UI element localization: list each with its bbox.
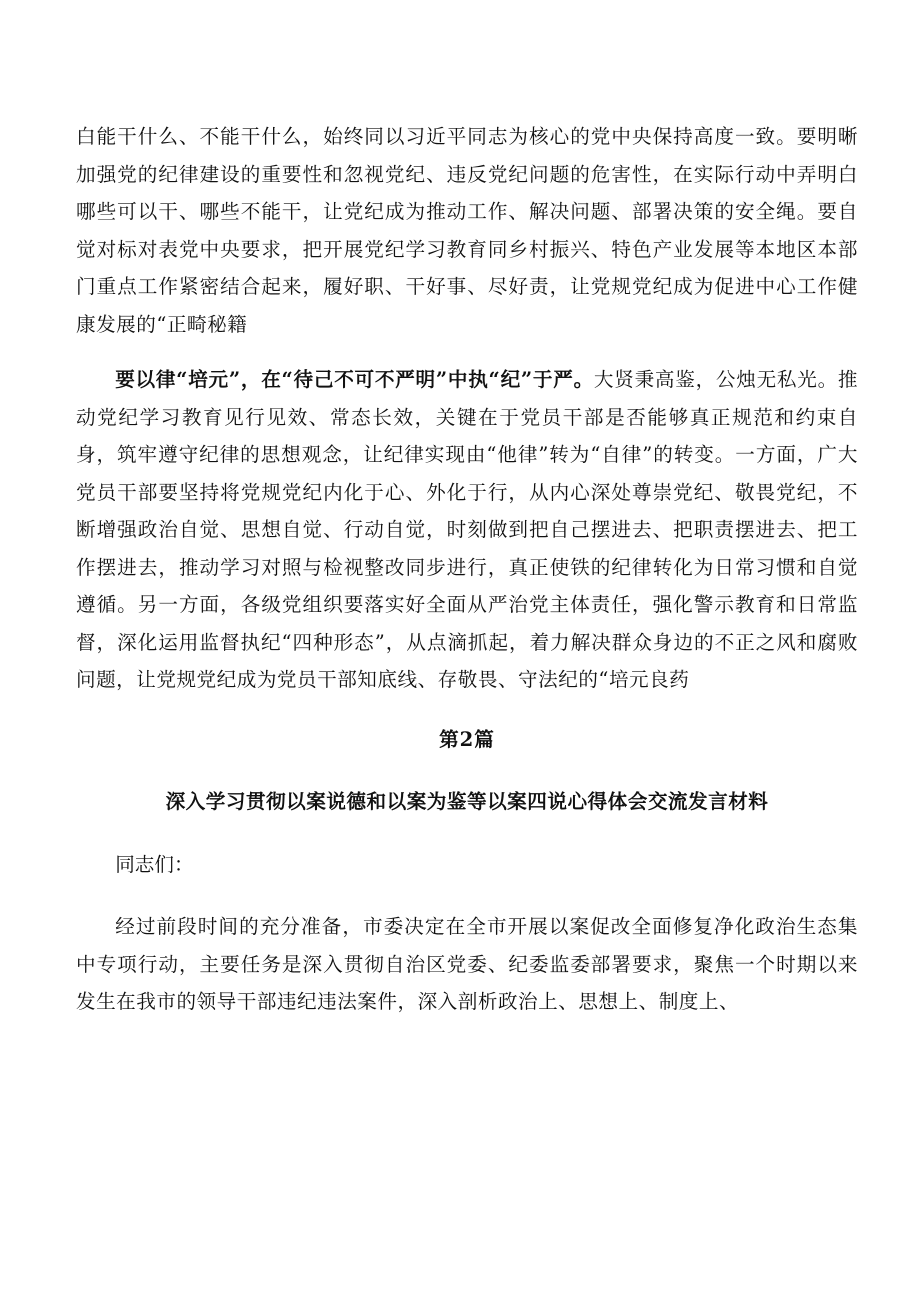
salutation: 同志们： (115, 852, 194, 876)
document-title: 深入学习贯彻以案说德和以案为鉴等以案四说心得体会交流发言材料 (165, 790, 769, 813)
paragraph-2-lead: 要以律“培元”，在“待己不可不严明”中执“纪”于严。 (115, 368, 594, 391)
paragraph-2-body: 大贤秉高鉴，公烛无私光。推动党纪学习教育见行见效、常态长效，关键在于党员干部是否能够真正规范和约束自身，筑牢遵守纪律的思想观念，让纪律实现由“他律”转为“自律”的转变。一方面，广大党员干部要坚持将党规党纪内化于心、外化于行，从内心深处尊崇党纪、敬畏党纪，不断增强政治自觉、思想自觉、行动自觉，时刻做到把自己摆进去、把职责摆进去、把工作摆进去，推动学习对照与检视整改同步进行，真正使铁的纪律转化为日常习惯和自觉遵循。另一方面，各级党组织要落实好全面从严治党主体责任，强化警示教育和日常监督，深化运用监督执纪“四种形态”，从点滴抓起，着力解决群众身边的不正之风和腐败问题，让党规党纪成为党员干部知底线、存敬畏、守法纪的“培元良药 (76, 368, 858, 691)
body-paragraph-2 (76, 361, 858, 699)
section-number: 第2篇 (439, 727, 495, 751)
body-paragraph-3: 经过前段时间的充分准备，市委决定在全市开展以案促改全面修复净化政治生态集中专项行动，主要任务是深入贯彻自治区党委、纪委监委部署要求，聚焦一个时期以来发生在我市的领导干部违纪违法案件，深入剖析政治上、思想上、制度上、 (76, 915, 858, 1013)
body-paragraph-1: 白能干什么、不能干什么，始终同以习近平同志为核心的党中央保持高度一致。要明晰加强党的纪律建设的重要性和忽视党纪、违反党纪问题的危害性，在实际行动中弄明白哪些可以干、哪些不能干，让党纪成为推动工作、解决问题、部署决策的安全绳。要自觉对标对表党中央要求，把开展党纪学习教育同乡村振兴、特色产业发展等本地区本部门重点工作紧密结合起来，履好职、干好事、尽好责，让党规党纪成为促进中心工作健康发展的“正畸秘籍 (76, 125, 858, 336)
document-body (76, 118, 858, 1021)
